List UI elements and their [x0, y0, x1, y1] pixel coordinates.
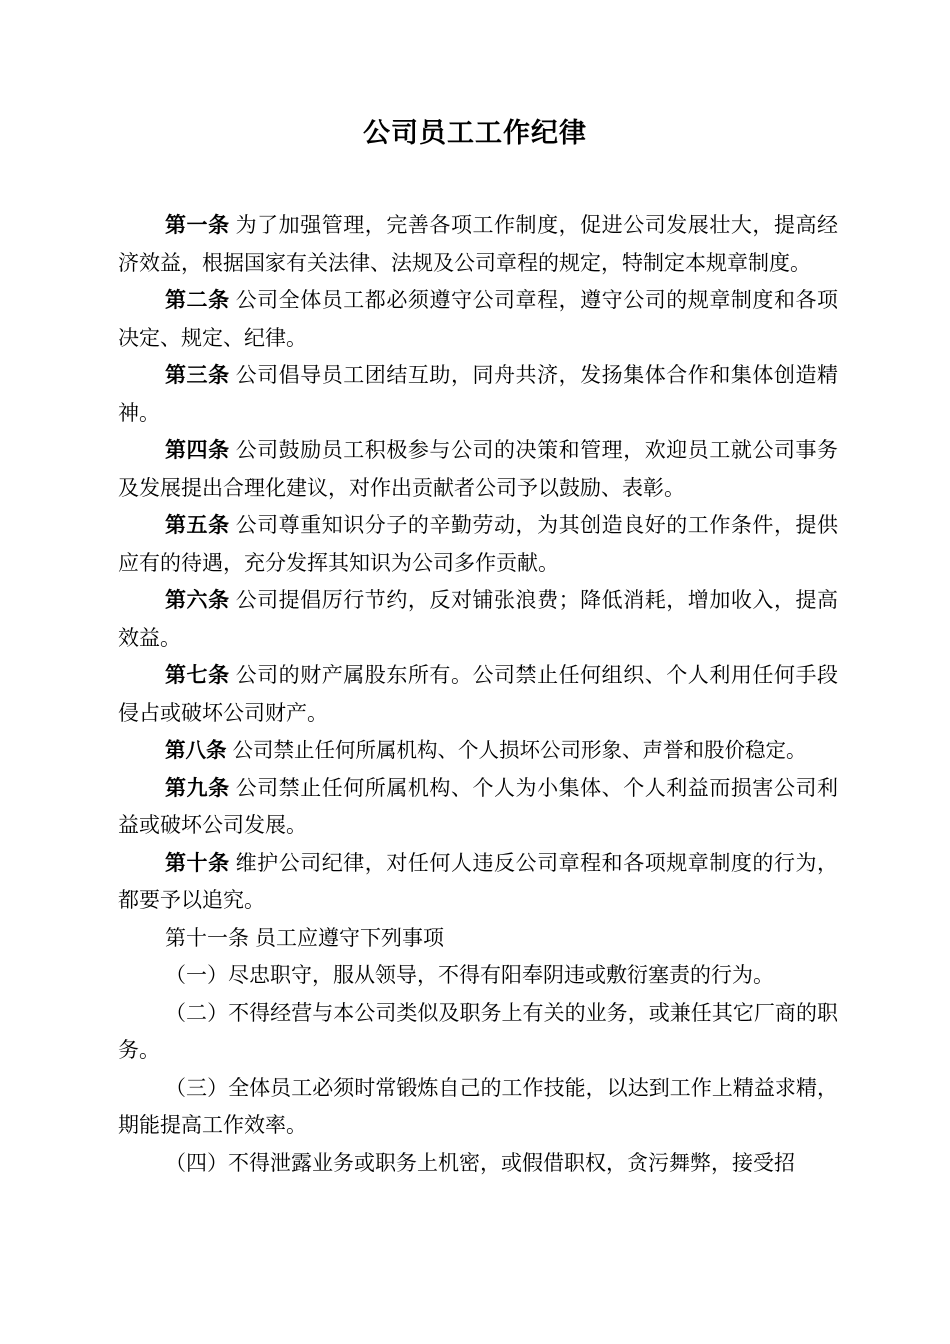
document-title: 公司员工工作纪律: [363, 118, 587, 149]
article-heading: 第四条: [165, 438, 230, 462]
article-heading: 第九条: [165, 775, 230, 800]
article-text: 公司全体员工都必须遵守公司章程，遵守公司的规章制度和各项决定、规定、纪律。: [118, 288, 839, 350]
article-text: 公司的财产属股东所有。公司禁止任何组织、个人利用任何手段侵占或破坏公司财产。: [118, 663, 839, 725]
article-text: 公司尊重知识分子的辛勤劳动，为其创造良好的工作条件，提供应有的待遇，充分发挥其知识为公司多作贡献。: [118, 513, 839, 575]
article-7: [118, 657, 838, 732]
article-heading: 第十一条: [165, 925, 249, 950]
article-5: [118, 507, 838, 582]
article-text: 为了加强管理，完善各项工作制度，促进公司发展壮大，提高经济效益，根据国家有关法律、法规及公司章程的规定，特制定本规章制度。: [118, 213, 839, 275]
article-text: 公司禁止任何所属机构、个人损坏公司形象、声誉和股价稳定。: [232, 738, 807, 762]
article-heading: 第一条: [165, 213, 230, 237]
article-text: 公司提倡厉行节约，反对铺张浪费；降低消耗，增加收入，提高效益。: [118, 588, 839, 650]
list-item: （二）不得经营与本公司类似及职务上有关的业务，或兼任其它厂商的职务。: [118, 1000, 838, 1062]
article-heading: 第七条: [165, 663, 230, 687]
list-item: （四）不得泄露业务或职务上机密，或假借职权，贪污舞弊，接受招: [165, 1150, 795, 1175]
article-2: [118, 282, 838, 357]
article-1: [118, 207, 838, 282]
article-heading: 第二条: [165, 288, 230, 312]
article-heading: 第三条: [165, 363, 230, 387]
article-text: 公司鼓励员工积极参与公司的决策和管理，欢迎员工就公司事务及发展提出合理化建议，对作出贡献者公司予以鼓励、表彰。: [118, 438, 839, 500]
article-heading: 第五条: [165, 513, 230, 537]
article-10: [118, 845, 838, 920]
article-4: [118, 432, 838, 507]
article-text: 员工应遵守下列事项: [255, 925, 444, 950]
document-body: [118, 207, 838, 1182]
article-heading: 第六条: [165, 588, 230, 612]
article-3: [118, 357, 838, 432]
article-text: 维护公司纪律，对任何人违反公司章程和各项规章制度的行为，都要予以追究。: [118, 850, 839, 912]
list-item: （三）全体员工必须时常锻炼自己的工作技能，以达到工作上精益求精，期能提高工作效率。: [118, 1075, 838, 1137]
article-9: [118, 770, 838, 845]
article-text: 公司倡导员工团结互助，同舟共济，发扬集体合作和集体创造精神。: [118, 363, 839, 425]
article-8: [118, 732, 838, 770]
article-11: [118, 920, 838, 958]
article-text: 公司禁止任何所属机构、个人为小集体、个人利益而损害公司利益或破坏公司发展。: [118, 775, 839, 837]
list-item: （一）尽忠职守，服从领导，不得有阳奉阴违或敷衍塞责的行为。: [165, 963, 774, 987]
article-6: [118, 582, 838, 657]
article-heading: 第十条: [165, 850, 230, 875]
article-heading: 第八条: [165, 738, 227, 762]
